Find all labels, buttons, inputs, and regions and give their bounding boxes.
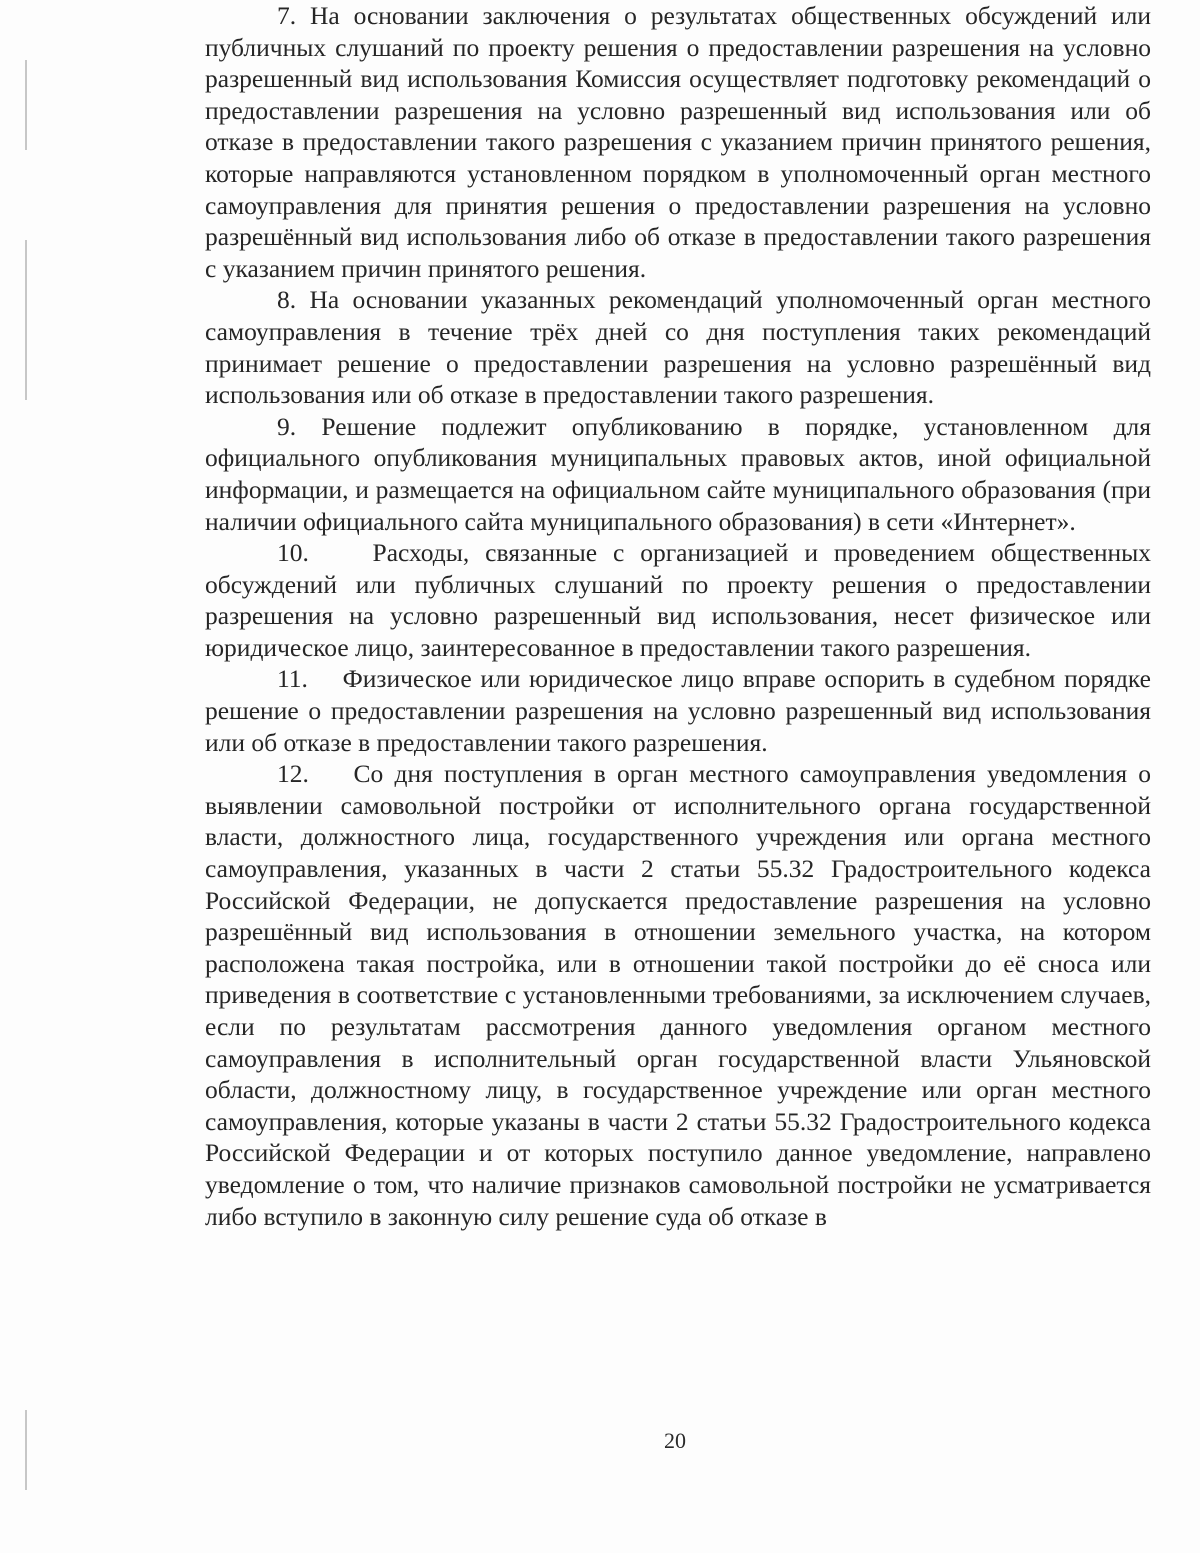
paragraph-number: 10. — [277, 538, 309, 568]
paragraph-number: 7. — [277, 1, 297, 30]
paragraph-11 — [205, 663, 1151, 758]
paragraph-text: На основании заключения о результатах общественных обсуждений или публичных слушаний по проекту решения о предоставлении разрешения на условно разрешенный вид использования Комиссия осуществляет подготовку рекомендаций о предоставлении разрешения на условно разрешенный вид использования или об отказе в предоставлении такого разрешения с указанием причин принятого решения, которые направляются установленном порядком в уполномоченный орган местного самоуправления для принятия решения о предоставлении разрешения на условно разрешённый вид использования либо об отказе в предоставлении такого разрешения с указанием причин принятого решения. — [205, 1, 1151, 283]
paragraph-number: 8. — [277, 285, 297, 315]
paragraph-12 — [205, 758, 1151, 1232]
paragraph-text: На основании указанных рекомендаций уполномоченный орган местного самоуправления в течение трёх дней со дня поступления таких рекомендаций принимает решение о предоставлении разрешения на условно разрешённый вид использования или об отказе в предоставлении такого разрешения. — [205, 285, 1152, 410]
paragraph-8 — [205, 284, 1151, 410]
document-body — [205, 0, 1151, 1232]
scan-edge-mark — [25, 240, 27, 400]
paragraph-10 — [205, 537, 1151, 663]
paragraph-number: 11. — [277, 664, 308, 694]
paragraph-number: 9. — [277, 411, 297, 441]
paragraph-text: Физическое или юридическое лицо вправе оспорить в судебном порядке решение о предоставлении разрешения на условно разрешенный вид использования или об отказе в предоставлении такого разрешения. — [205, 664, 1151, 757]
paragraph-text: Со дня поступления в орган местного самоуправления уведомления о выявлении самовольной постройки от исполнительного органа государственной власти, должностного лица, государственного учреждения или органа местного самоуправления, указанных в части 2 статьи 55.32 Градостроительного кодекса Российской Федерации, не допускается предоставление разрешения на условно разрешённый вид использования в отношении земельного участка, на котором расположена такая постройка, или в отношении такой постройки до её сноса или приведения в соответствие с установленными требованиями, за исключением случаев, если по результатам рассмотрения данного уведомления органом местного самоуправления в исполнительный орган государственной власти Ульяновской области, должностному лицу, в государственное учреждение или орган местного самоуправления, которые указаны в части 2 статьи 55.32 Градостроительного кодекса Российской Федерации и от которых поступило данное уведомление, направлено уведомление о том, что наличие признаков самовольной постройки не усматривается либо вступило в законную силу решение суда об отказе в — [205, 759, 1152, 1231]
paragraph-number: 12. — [277, 759, 309, 789]
page-number: 20 — [664, 1428, 686, 1453]
paragraph-text: Решение подлежит опубликованию в порядке, установленном для официального опубликования муниципальных правовых актов, иной официальной информации, и размещается на официальном сайте муниципального образования (при наличии официального сайта муниципального образования) в сети «Интернет». — [205, 411, 1152, 536]
scan-edge-mark — [25, 60, 27, 150]
paragraph-9 — [205, 411, 1151, 537]
paragraph-text: Расходы, связанные с организацией и проведением общественных обсуждений или публичных слушаний по проекту решения о предоставлении разрешения на условно разрешенный вид использования, несет физическое или юридическое лицо, заинтересованное в предоставлении такого разрешения. — [205, 538, 1152, 662]
paragraph-7 — [205, 0, 1151, 284]
